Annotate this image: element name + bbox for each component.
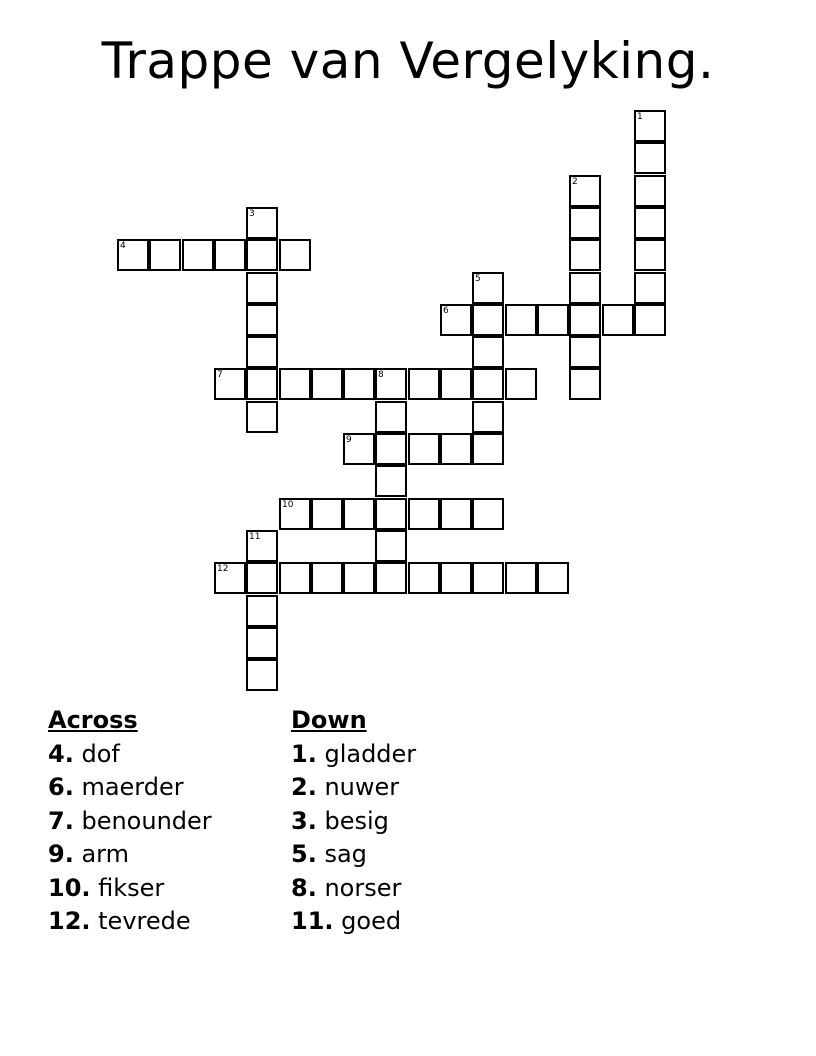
grid-cell[interactable] <box>246 239 278 271</box>
grid-cell[interactable] <box>214 239 246 271</box>
grid-cell[interactable] <box>472 433 504 465</box>
clue-text: dof <box>73 739 120 768</box>
grid-cell[interactable] <box>408 368 440 400</box>
grid-cell[interactable] <box>472 401 504 433</box>
grid-cell[interactable] <box>440 368 472 400</box>
clue-text: benounder <box>73 806 212 835</box>
grid-cell[interactable] <box>634 239 666 271</box>
grid-cell[interactable] <box>602 304 634 336</box>
across-clue <box>48 905 212 939</box>
clue-number: 12. <box>48 907 91 935</box>
clue-text: maerder <box>73 773 184 801</box>
across-clue-list <box>48 738 212 939</box>
clue-number: 8. <box>291 873 317 902</box>
across-clues <box>48 704 212 939</box>
across-clue <box>48 872 212 906</box>
puzzle-title: Trappe van Vergelyking. <box>101 32 715 90</box>
grid-cell[interactable] <box>375 465 407 497</box>
grid-cell[interactable] <box>246 659 278 691</box>
clue-number-label: 11 <box>249 532 261 542</box>
grid-cell[interactable] <box>375 401 407 433</box>
grid-cell[interactable] <box>634 175 666 207</box>
grid-cell[interactable] <box>440 304 472 336</box>
grid-cell[interactable] <box>246 207 278 239</box>
across-clue <box>48 838 212 872</box>
grid-cell[interactable] <box>246 530 278 562</box>
grid-cell[interactable] <box>569 368 601 400</box>
grid-cell[interactable] <box>569 207 601 239</box>
down-clue <box>291 771 416 805</box>
grid-cell[interactable] <box>634 304 666 336</box>
grid-cell[interactable] <box>505 304 537 336</box>
down-clue-list <box>291 738 416 939</box>
grid-cell[interactable] <box>634 207 666 239</box>
grid-cell[interactable] <box>343 498 375 530</box>
grid-cell[interactable] <box>634 142 666 174</box>
grid-cell[interactable] <box>472 368 504 400</box>
grid-cell[interactable] <box>505 368 537 400</box>
grid-cell[interactable] <box>408 498 440 530</box>
grid-cell[interactable] <box>246 401 278 433</box>
grid-cell[interactable] <box>246 627 278 659</box>
grid-cell[interactable] <box>311 562 343 594</box>
clue-number: 9. <box>48 840 74 868</box>
clue-number-label: 6 <box>443 306 449 316</box>
clue-number-label: 3 <box>249 209 255 219</box>
clue-number: 1. <box>291 739 317 768</box>
grid-cell[interactable] <box>246 562 278 594</box>
clue-number-label: 9 <box>346 435 352 445</box>
grid-cell[interactable] <box>375 498 407 530</box>
grid-cell[interactable] <box>246 336 278 368</box>
grid-cell[interactable] <box>505 562 537 594</box>
clue-text: gladder <box>316 739 417 768</box>
clue-text: nuwer <box>316 773 400 801</box>
clue-text: besig <box>316 806 389 835</box>
grid-cell[interactable] <box>375 530 407 562</box>
grid-cell[interactable] <box>375 368 407 400</box>
grid-cell[interactable] <box>472 304 504 336</box>
clue-number-label: 5 <box>475 274 481 284</box>
grid-cell[interactable] <box>472 562 504 594</box>
clue-text: arm <box>73 840 129 868</box>
clue-number: 5. <box>291 840 317 868</box>
grid-cell[interactable] <box>569 239 601 271</box>
clue-number-label: 8 <box>378 370 384 380</box>
down-clue <box>291 738 416 772</box>
grid-cell[interactable] <box>343 368 375 400</box>
grid-cell[interactable] <box>472 272 504 304</box>
grid-cell[interactable] <box>634 110 666 142</box>
clue-number-label: 12 <box>217 564 229 574</box>
clue-number-label: 4 <box>120 241 126 251</box>
clue-number: 10. <box>48 873 91 902</box>
down-clues <box>291 704 416 939</box>
across-clue <box>48 738 212 772</box>
grid-cell[interactable] <box>246 595 278 627</box>
grid-cell[interactable] <box>182 239 214 271</box>
grid-cell[interactable] <box>214 562 246 594</box>
grid-cell[interactable] <box>279 498 311 530</box>
grid-cell[interactable] <box>375 562 407 594</box>
clue-number-label: 10 <box>282 500 294 510</box>
grid-cell[interactable] <box>472 336 504 368</box>
grid-cell[interactable] <box>343 433 375 465</box>
grid-cell[interactable] <box>246 368 278 400</box>
clue-number: 11. <box>291 907 334 935</box>
grid-cell[interactable] <box>311 368 343 400</box>
clue-number: 3. <box>291 806 317 835</box>
across-heading: Across <box>48 706 138 734</box>
grid-cell[interactable] <box>408 562 440 594</box>
down-clue <box>291 838 416 872</box>
grid-cell[interactable] <box>537 562 569 594</box>
grid-cell[interactable] <box>279 239 311 271</box>
grid-cell[interactable] <box>537 304 569 336</box>
clue-text: goed <box>333 907 402 935</box>
clue-number-label: 2 <box>572 177 578 187</box>
grid-cell[interactable] <box>569 336 601 368</box>
down-heading: Down <box>291 706 367 734</box>
grid-cell[interactable] <box>343 562 375 594</box>
grid-cell[interactable] <box>569 304 601 336</box>
grid-cell[interactable] <box>569 175 601 207</box>
grid-cell[interactable] <box>246 304 278 336</box>
across-clue <box>48 771 212 805</box>
clue-number: 7. <box>48 806 74 835</box>
grid-cell[interactable] <box>117 239 149 271</box>
down-clue <box>291 905 416 939</box>
grid-cell[interactable] <box>279 562 311 594</box>
grid-cell[interactable] <box>569 272 601 304</box>
clue-number: 2. <box>291 773 317 801</box>
grid-cell[interactable] <box>214 368 246 400</box>
grid-cell[interactable] <box>634 272 666 304</box>
grid-cell[interactable] <box>375 433 407 465</box>
clue-text: fikser <box>90 873 165 902</box>
down-clue <box>291 872 416 906</box>
down-clue <box>291 805 416 839</box>
clue-text: norser <box>316 873 402 902</box>
clue-number: 4. <box>48 739 74 768</box>
clue-number: 6. <box>48 773 74 801</box>
clue-number-label: 1 <box>637 112 643 122</box>
grid-cell[interactable] <box>246 272 278 304</box>
grid-cell[interactable] <box>311 498 343 530</box>
across-clue <box>48 805 212 839</box>
grid-cell[interactable] <box>472 498 504 530</box>
grid-cell[interactable] <box>440 562 472 594</box>
grid-cell[interactable] <box>279 368 311 400</box>
grid-cell[interactable] <box>408 433 440 465</box>
clue-text: sag <box>316 840 367 868</box>
grid-cell[interactable] <box>149 239 181 271</box>
grid-cell[interactable] <box>440 433 472 465</box>
clue-text: tevrede <box>90 907 191 935</box>
clue-number-label: 7 <box>217 370 223 380</box>
grid-cell[interactable] <box>440 498 472 530</box>
